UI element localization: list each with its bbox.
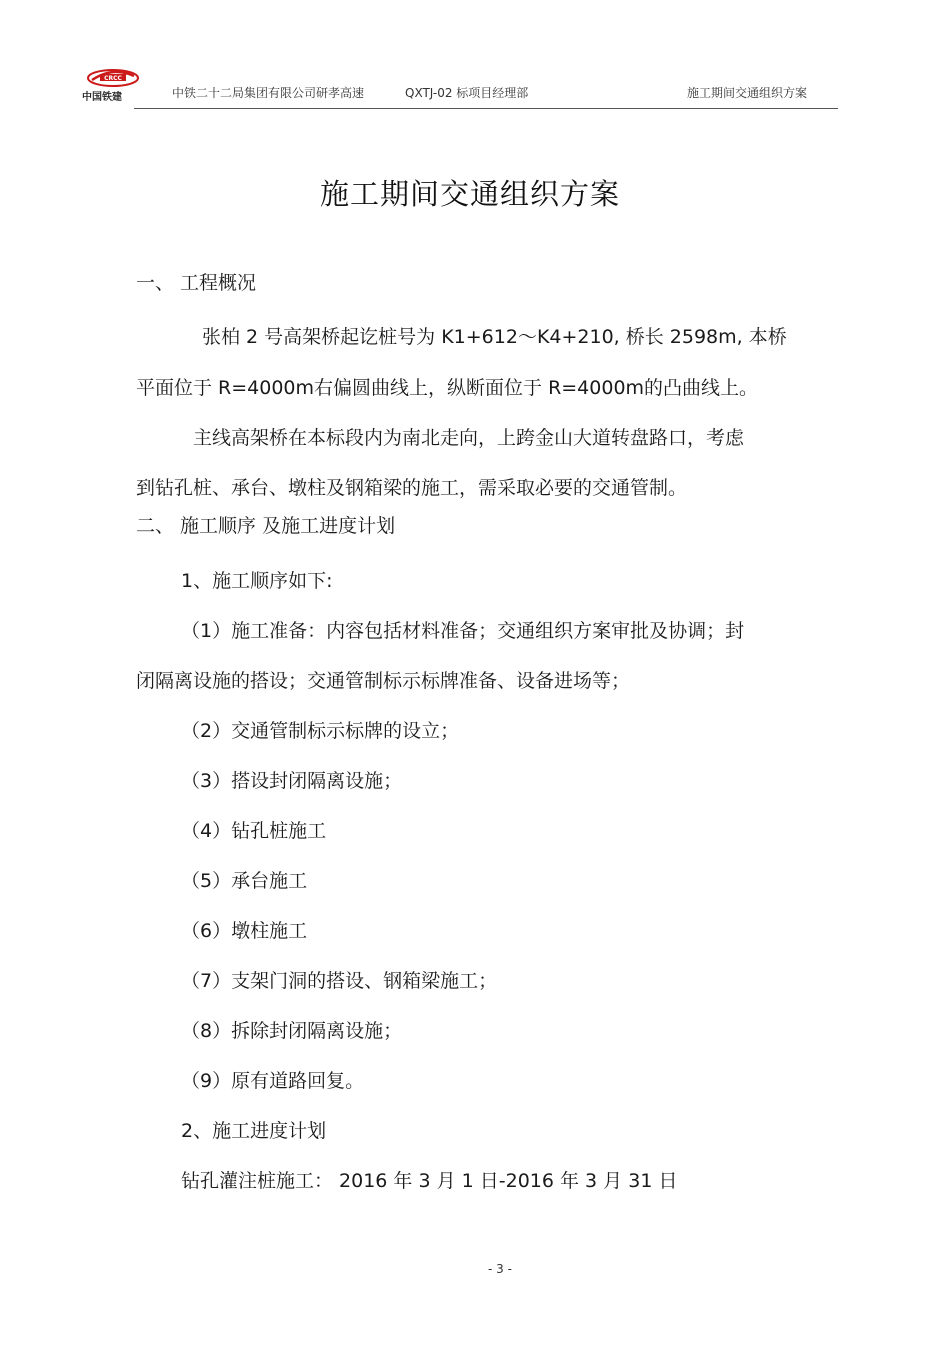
subsection-heading: 1、施工顺序如下: xyxy=(181,570,333,592)
section-heading-1: 一、 工程概况 xyxy=(136,272,257,294)
list-item: （1）施工准备：内容包括材料准备；交通组织方案审批及协调；封 xyxy=(181,620,745,642)
list-item: （3）搭设封闭隔离设施； xyxy=(181,770,403,792)
header-divider xyxy=(134,108,838,109)
list-item: （2）交通管制标示标牌的设立； xyxy=(181,720,460,742)
page-number: - 3 - xyxy=(488,1262,512,1276)
section-heading-2: 二、 施工顺序 及施工进度计划 xyxy=(136,515,396,537)
header-company: 中铁二十二局集团有限公司研孝高速 xyxy=(172,86,365,100)
list-item: （4）钻孔桩施工 xyxy=(181,820,327,842)
list-item: （5）承台施工 xyxy=(181,870,308,892)
paragraph-line: 主线高架桥在本标段内为南北走向，上跨金山大道转盘路口，考虑 xyxy=(193,427,745,449)
company-logo xyxy=(80,68,144,104)
list-item: （9）原有道路回复。 xyxy=(181,1070,365,1092)
schedule-line: 钻孔灌注桩施工： 2016 年 3 月 1 日-2016 年 3 月 31 日 xyxy=(181,1170,678,1192)
logo-text: 中国铁建 xyxy=(82,92,122,103)
document-title: 施工期间交通组织方案 xyxy=(319,177,620,211)
header-section: QXTJ-02 标项目经理部 xyxy=(405,86,529,100)
header-doc-name: 施工期间交通组织方案 xyxy=(687,86,808,100)
svg-text:CRCC: CRCC xyxy=(104,75,122,82)
paragraph-line: 到钻孔桩、承台、墩柱及钢箱梁的施工，需采取必要的交通管制。 xyxy=(136,477,688,499)
list-item: （6）墩柱施工 xyxy=(181,920,308,942)
list-item-continuation: 闭隔离设施的搭设；交通管制标示标牌准备、设备进场等； xyxy=(136,670,631,692)
subsection-heading: 2、施工进度计划 xyxy=(181,1120,327,1142)
crcc-logo-icon xyxy=(86,68,140,88)
list-item: （8）拆除封闭隔离设施； xyxy=(181,1020,403,1042)
list-item: （7）支架门洞的搭设、钢箱梁施工； xyxy=(181,970,498,992)
paragraph-line: 张柏 2 号高架桥起讫桩号为 K1+612～K4+210, 桥长 2598m, 本桥 xyxy=(202,326,787,348)
paragraph-line: 平面位于 R=4000m右偏圆曲线上，纵断面位于 R=4000m的凸曲线上。 xyxy=(136,377,759,399)
